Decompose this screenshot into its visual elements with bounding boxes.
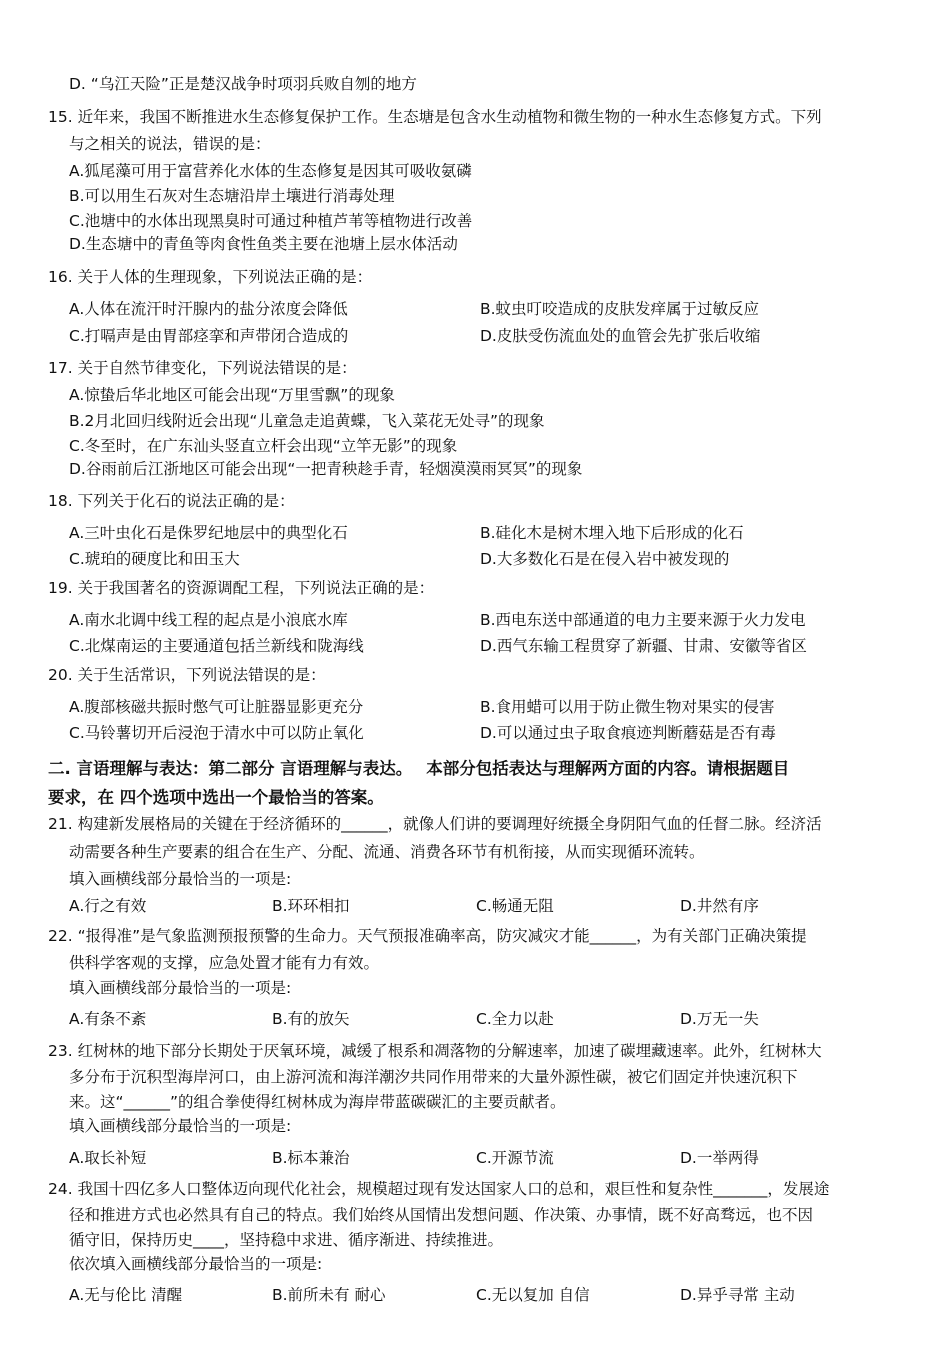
- q21-stem-line1: 21. 构建新发展格局的关键在于经济循环的______，就像人们讲的要调理好统摄全身阴阳气血的任督二脉。经济活: [48, 815, 822, 833]
- q18-stem: 18. 下列关于化石的说法正确的是：: [48, 492, 295, 510]
- q21-option-a: A.行之有效: [69, 897, 147, 915]
- q16-option-b: B.蚊虫叮咬造成的皮肤发痒属于过敏反应: [480, 300, 760, 318]
- q22-option-d: D.万无一失: [680, 1010, 759, 1028]
- q17-option-c: C.冬至时，在广东汕头竖直立杆会出现“立竿无影”的现象: [69, 437, 458, 455]
- q20-option-d: D.可以通过虫子取食痕迹判断蘑菇是否有毒: [480, 724, 776, 742]
- q23-option-d: D.一举两得: [680, 1149, 759, 1167]
- q17-option-b: B.2月北回归线附近会出现“儿童急走追黄蝶，飞入菜花无处寻”的现象: [69, 412, 545, 430]
- q21-prompt: 填入画横线部分最恰当的一项是:: [69, 870, 292, 888]
- q16-stem: 16. 关于人体的生理现象，下列说法正确的是：: [48, 268, 373, 286]
- q22-stem-line1: 22. “报得准”是气象监测预报预警的生命力。天气预报准确率高，防灾减灾才能______，为有关部门正确决策提: [48, 927, 807, 945]
- q23-stem-line3: 来。这“______”的组合拳使得红树林成为海岸带蓝碳碳汇的主要贡献者。: [69, 1093, 566, 1111]
- q23-option-b: B.标本兼治: [272, 1149, 350, 1167]
- q23-stem-line1: 23. 红树林的地下部分长期处于厌氧环境，减缓了根系和凋落物的分解速率，加速了碳埋藏速率。此外，红树林大: [48, 1042, 822, 1060]
- q20-option-a: A.腹部核磁共振时憋气可让脏器显影更充分: [69, 698, 364, 716]
- q19-option-d: D.西气东输工程贯穿了新疆、甘肃、安徽等省区: [480, 637, 807, 655]
- q15-option-c: C.池塘中的水体出现黑臭时可通过种植芦苇等植物进行改善: [69, 212, 473, 230]
- q23-stem-line2: 多分布于沉积型海岸河口，由上游河流和海洋潮汐共同作用带来的大量外源性碳，被它们固定并快速沉积下: [69, 1068, 798, 1086]
- q20-stem: 20. 关于生活常识，下列说法错误的是：: [48, 666, 326, 684]
- q18-option-b: B.硅化木是树木埋入地下后形成的化石: [480, 524, 744, 542]
- q23-prompt: 填入画横线部分最恰当的一项是:: [69, 1117, 292, 1135]
- q23-option-a: A.取长补短: [69, 1149, 147, 1167]
- q22-stem-line2: 供科学客观的支撑，应急处置才能有力有效。: [69, 954, 380, 972]
- q24-option-a: A.无与伦比 清醒: [69, 1286, 183, 1304]
- q21-option-d: D.井然有序: [680, 897, 759, 915]
- q15-stem-line2: 与之相关的说法，错误的是：: [69, 135, 271, 153]
- q19-stem: 19. 关于我国著名的资源调配工程，下列说法正确的是：: [48, 579, 435, 597]
- q24-option-c: C.无以复加 自信: [476, 1286, 590, 1304]
- q15-stem-line1: 15. 近年来，我国不断推进水生态修复保护工作。生态塘是包含水生动植物和微生物的一种水生态修复方式。下列: [48, 108, 822, 126]
- q24-stem-line3: 循守旧，保持历史____，坚持稳中求进、循序渐进、持续推进。: [69, 1231, 504, 1249]
- q19-option-c: C.北煤南运的主要通道包括兰新线和陇海线: [69, 637, 364, 655]
- q15-option-a: A.狐尾藻可用于富营养化水体的生态修复是因其可吸收氨磷: [69, 162, 472, 180]
- q17-option-a: A.惊蛰后华北地区可能会出现“万里雪飘”的现象: [69, 386, 395, 404]
- q24-stem-line1: 24. 我国十四亿多人口整体迈向现代化社会，规模超过现有发达国家人口的总和，艰巨性和复杂性_______，发展途: [48, 1180, 830, 1198]
- q20-option-c: C.马铃薯切开后浸泡于清水中可以防止氧化: [69, 724, 364, 742]
- q18-option-a: A.三叶虫化石是侏罗纪地层中的典型化石: [69, 524, 348, 542]
- q21-option-c: C.畅通无阻: [476, 897, 554, 915]
- q16-option-d: D.皮肤受伤流血处的血管会先扩张后收缩: [480, 327, 761, 345]
- q24-stem-line2: 径和推进方式也必然具有自己的特点。我们始终从国情出发想问题、作决策、办事情，既不好高骛远，也不因: [69, 1206, 814, 1224]
- q18-option-c: C.琥珀的硬度比和田玉大: [69, 550, 240, 568]
- q22-prompt: 填入画横线部分最恰当的一项是:: [69, 979, 292, 997]
- q17-option-d: D.谷雨前后江浙地区可能会出现“一把青秧趁手青，轻烟漠漠雨冥冥”的现象: [69, 460, 583, 478]
- section-heading-line1: 二. 言语理解与表达：第二部分 言语理解与表达。 本部分包括表达与理解两方面的内容。请根据题目: [48, 759, 790, 778]
- q18-option-d: D.大多数化石是在侵入岩中被发现的: [480, 550, 730, 568]
- q21-stem-line2: 动需要各种生产要素的组合在生产、分配、流通、消费各环节有机衔接，从而实现循环流转。: [69, 843, 705, 861]
- q20-option-b: B.食用蜡可以用于防止微生物对果实的侵害: [480, 698, 775, 716]
- q19-option-b: B.西电东送中部通道的电力主要来源于火力发电: [480, 611, 806, 629]
- q22-option-a: A.有条不紊: [69, 1010, 147, 1028]
- q15-option-d: D.生态塘中的青鱼等肉食性鱼类主要在池塘上层水体活动: [69, 235, 458, 253]
- q16-option-c: C.打嗝声是由胃部痉挛和声带闭合造成的: [69, 327, 349, 345]
- section-heading-line2: 要求，在 四个选项中选出一个最恰当的答案。: [48, 788, 384, 807]
- q24-prompt: 依次填入画横线部分最恰当的一项是:: [69, 1255, 323, 1273]
- q24-option-d: D.异乎寻常 主动: [680, 1286, 795, 1304]
- q19-option-a: A.南水北调中线工程的起点是小浪底水库: [69, 611, 348, 629]
- q23-option-c: C.开源节流: [476, 1149, 554, 1167]
- q17-stem: 17. 关于自然节律变化，下列说法错误的是：: [48, 359, 357, 377]
- q24-option-b: B.前所未有 耐心: [272, 1286, 386, 1304]
- q16-option-a: A.人体在流汗时汗腺内的盐分浓度会降低: [69, 300, 348, 318]
- q22-option-c: C.全力以赴: [476, 1010, 554, 1028]
- q22-option-b: B.有的放矢: [272, 1010, 350, 1028]
- q21-option-b: B.环环相扣: [272, 897, 350, 915]
- q14-option-d: D. “乌江天险”正是楚汉战争时项羽兵败自刎的地方: [69, 75, 417, 93]
- q15-option-b: B.可以用生石灰对生态塘沿岸土壤进行消毒处理: [69, 187, 395, 205]
